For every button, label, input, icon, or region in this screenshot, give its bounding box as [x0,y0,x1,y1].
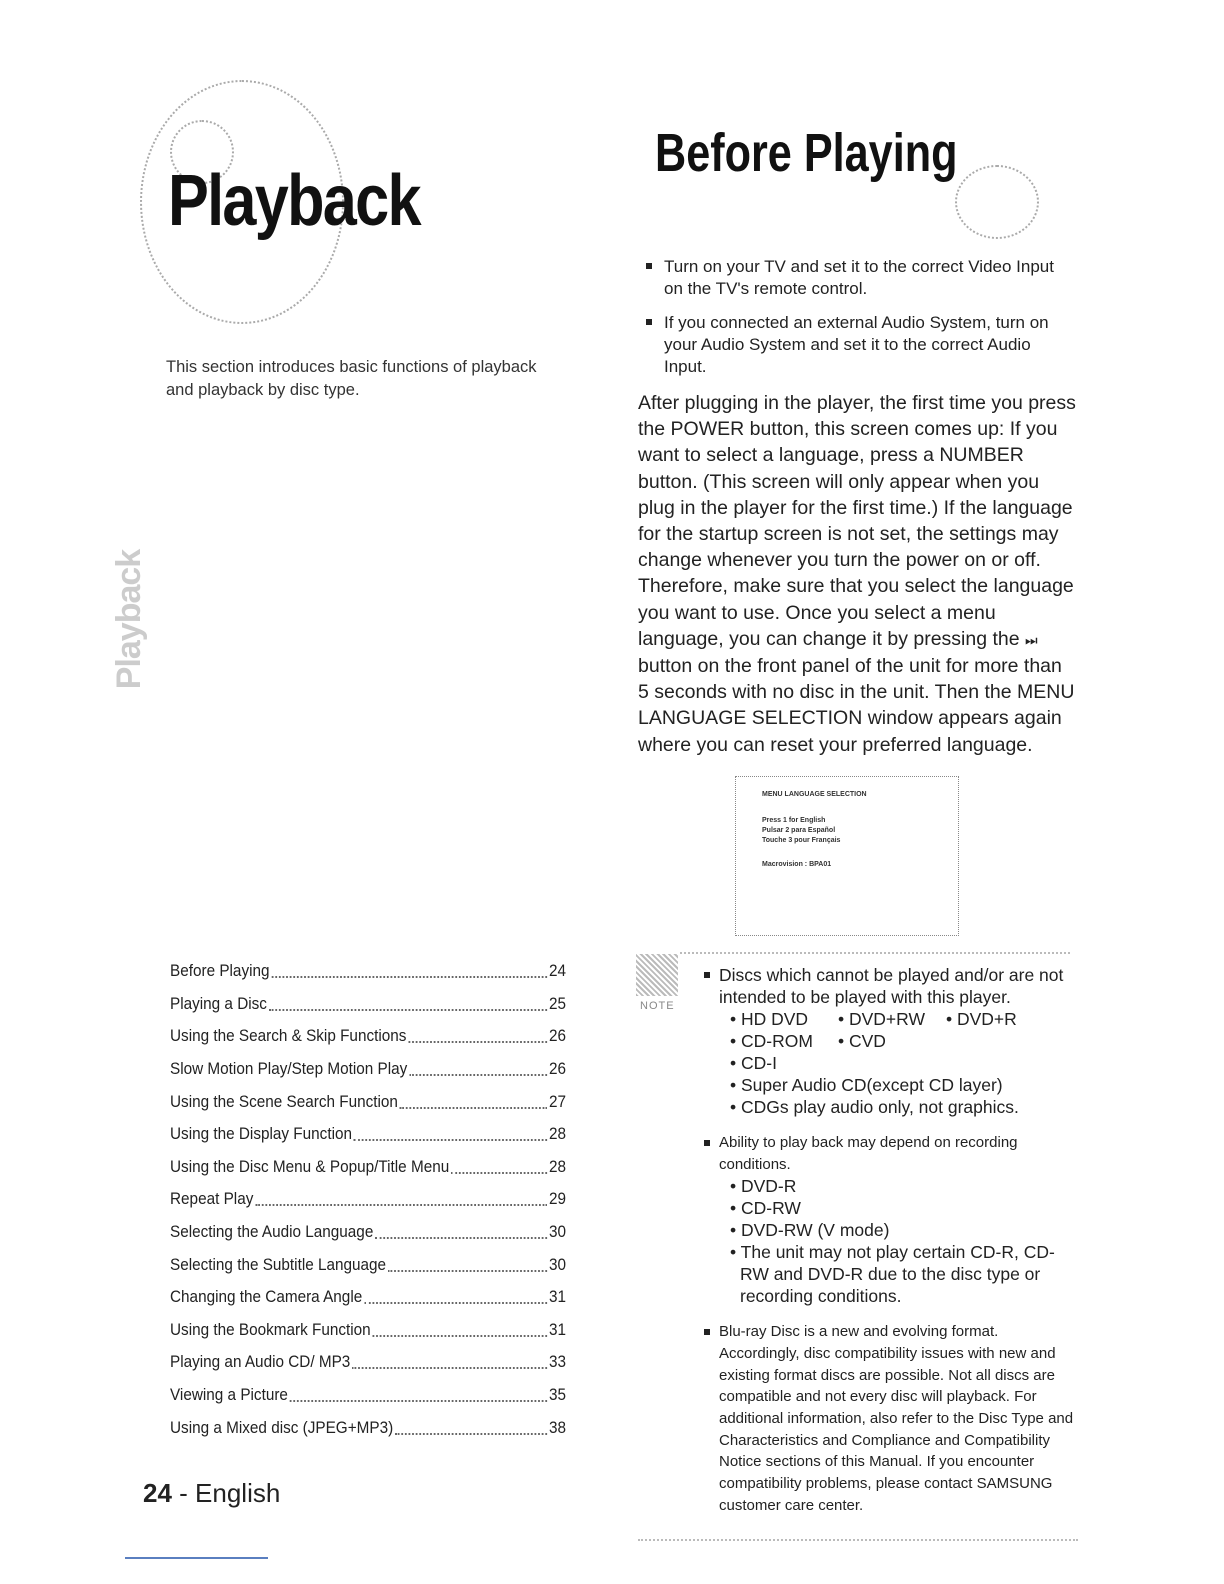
toc-entry[interactable] [170,1151,566,1184]
toc-label: Using the Bookmark Function [170,1319,371,1339]
heading-before-playing: Before Playing [655,123,958,183]
toc-leader [269,997,547,1011]
note-item [704,1132,1074,1307]
toc-entry[interactable] [170,1085,566,1118]
toc-entry[interactable] [170,1053,566,1086]
disc-item: • CD-I [730,1052,777,1073]
instructions-paragraph [638,390,1078,758]
screen-option: Pulsar 2 para Español [762,826,836,834]
toc-leader [409,1062,547,1076]
toc-label: Using the Scene Search Function [170,1091,398,1111]
toc-entry[interactable] [170,1411,566,1444]
disc-item: • The unit may not play certain CD-R, CD-RW and DVD-R due to the disc type or recording conditions. [730,1242,1055,1307]
toc-entry[interactable] [170,1346,566,1379]
bullet-text: If you connected an external Audio System, turn on your Audio System and set it to the correct Audio Input. [664,313,1049,376]
toc-entry[interactable] [170,1216,566,1249]
toc-page: 30 [548,1254,566,1274]
divider [680,952,1070,954]
disc-item: • DVD-RW (V mode) [730,1220,890,1241]
note-text: Ability to play back may depend on recording conditions. [719,1133,1018,1173]
toc-label: Repeat Play [170,1189,254,1209]
disc-item: • Super Audio CD(except CD layer) [730,1074,1003,1095]
toc-label: Before Playing [170,961,270,981]
disc-item: • CDGs play audio only, not graphics. [730,1096,1019,1117]
toc-page: 30 [548,1222,566,1242]
note-item [704,1321,1074,1516]
toc-leader [395,1421,547,1435]
toc-entry[interactable] [170,1314,566,1347]
bullet-text: Turn on your TV and set it to the correct Video Input on the TV's remote control. [664,257,1054,298]
toc-entry[interactable] [170,1020,566,1053]
toc-page: 31 [548,1319,566,1339]
toc-page: 33 [548,1352,566,1372]
toc-page: 25 [548,993,566,1013]
toc-leader [451,1160,547,1174]
disc-item: • DVD-R [730,1176,797,1197]
note-item [704,964,1074,1118]
toc-leader [373,1323,548,1337]
disc-graphic-right [955,165,1039,239]
toc-page: 26 [548,1059,566,1079]
toc-page: 28 [548,1124,566,1144]
para-text: button on the front panel of the unit for more than 5 seconds with no disc in the unit. Then the MENU LANGUAGE SELECTION window appears again where you can reset your preferred language. [638,655,1075,756]
toc-leader [255,1192,547,1206]
section-title: Playback [168,161,420,241]
toc-leader [271,964,547,978]
toc-leader [375,1225,547,1239]
disc-item: • HD DVD [730,1008,809,1029]
toc-leader [352,1355,547,1369]
disc-item: • CVD [838,1030,886,1051]
toc-page: 29 [548,1189,566,1209]
toc-leader [290,1388,547,1402]
toc-label: Playing an Audio CD/ MP3 [170,1352,351,1372]
disc-item: • CD-ROM [730,1030,813,1051]
disc-item: • CD-RW [730,1198,801,1219]
note-icon [636,954,678,996]
toc-page: 35 [548,1385,566,1405]
toc-label: Playing a Disc [170,993,267,1013]
toc-leader [354,1127,547,1141]
toc-page: 26 [548,1026,566,1046]
toc-entry[interactable] [170,988,566,1021]
toc-entry[interactable] [170,1118,566,1151]
note-label: NOTE [640,999,675,1012]
toc-page: 28 [548,1156,566,1176]
toc-page: 27 [548,1091,566,1111]
toc-leader [400,1095,547,1109]
menu-language-screen [735,776,959,936]
page-number: 24 [143,1478,172,1508]
screen-option: Press 1 for English [762,816,826,824]
skip-next-icon: ⏭ [1025,631,1038,648]
toc-label: Using the Disc Menu & Popup/Title Menu [170,1156,450,1176]
toc-label: Selecting the Audio Language [170,1222,374,1242]
screen-macrovision: Macrovision : BPA01 [762,860,832,868]
toc-entry[interactable] [170,1183,566,1216]
toc-page: 31 [548,1287,566,1307]
toc-entry[interactable] [170,1248,566,1281]
note-section [638,952,1078,1541]
toc-label: Changing the Camera Angle [170,1287,363,1307]
screen-title: MENU LANGUAGE SELECTION [762,790,867,798]
page-language: - English [179,1478,281,1508]
toc-label: Using a Mixed disc (JPEG+MP3) [170,1417,394,1437]
bullet-list [646,256,1066,390]
section-intro: This section introduces basic functions of playback and playback by disc type. [166,358,537,399]
disc-list-row [730,1030,1074,1052]
right-column [638,390,1078,1541]
bullet-item [646,256,1066,300]
note-text: Blu-ray Disc is a new and evolving format. Accordingly, disc compatibility issues with new and existing format discs are possible. Not all discs are compatible and not every disc will playback. For additional information, also refer to the Disc Type and Characteristics and Compliance and Compatibility Notice sections of this Manual. If you encounter compatibility problems, please contact SAMSUNG customer care center. [719,1323,1074,1514]
toc-label: Using the Display Function [170,1124,352,1144]
toc-page: 24 [548,961,566,981]
toc-label: Slow Motion Play/Step Motion Play [170,1059,408,1079]
toc-leader [408,1029,547,1043]
toc-leader [364,1290,547,1304]
side-tab-label: Playback [110,549,149,690]
para-text: After plugging in the player, the first time you press the POWER button, this screen comes up: If you want to select a language, press a NUMBER button. (This screen will only appear when you plug in the player for the first time.) If the language for the startup screen is not set, the settings may change whenever you turn the power on or off. Therefore, make sure that you select the language you want to use. Once you select a menu language, you can change it by pressing the [638,392,1076,650]
toc-page: 38 [548,1417,566,1437]
note-text: Discs which cannot be played and/or are not intended to be played with this player. [719,964,1064,1007]
bullet-item [646,312,1066,378]
toc-leader [388,1258,547,1272]
toc-entry[interactable] [170,1281,566,1314]
disc-item: • DVD+R [946,1008,1017,1029]
page-footer [143,1478,280,1509]
disc-item: • DVD+RW [838,1008,925,1029]
screen-option: Touche 3 pour Français [762,836,841,844]
disc-list-row [730,1008,1074,1030]
toc-label: Selecting the Subtitle Language [170,1254,387,1274]
footer-rule [125,1557,268,1559]
toc-entry[interactable] [170,1379,566,1412]
toc-label: Using the Search & Skip Functions [170,1026,407,1046]
toc-entry[interactable] [170,955,566,988]
table-of-contents [170,955,570,1444]
disc-list-row [730,1052,1074,1074]
toc-label: Viewing a Picture [170,1385,288,1405]
